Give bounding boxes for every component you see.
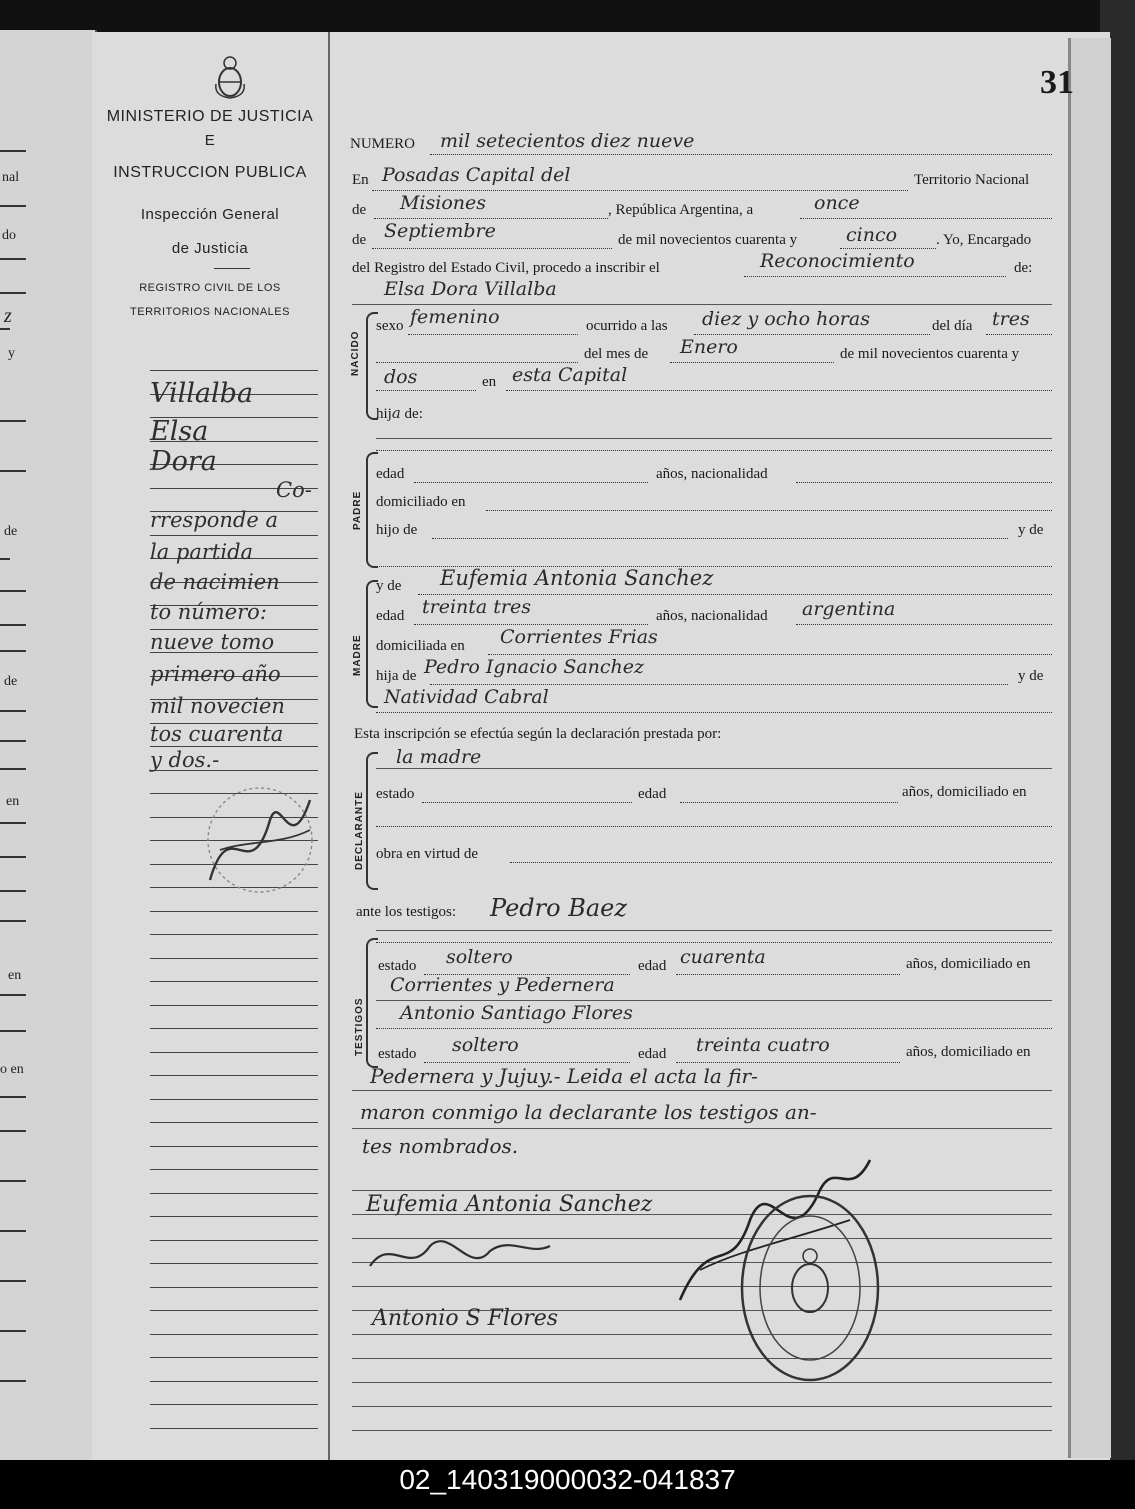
footer-bar [0,1460,1135,1509]
acto-value: Reconocimiento [760,250,915,272]
testigo1-estado-label: estado [378,958,417,974]
signature-ruled-line [352,1334,1052,1335]
margin-ruled-line [150,1052,318,1053]
ministry-name: MINISTERIO DE JUSTICIA [106,108,314,125]
anio-nac-label: de mil novecientos cuarenta y [840,346,1020,362]
padre-domicilio-label: domiciliado en [376,494,466,510]
margin-note-line: y dos.- [150,748,220,772]
padre-section-label: PADRE [352,490,363,530]
ministry-conjunction: E [204,132,216,149]
testigo2-edad-value: treinta cuatro [696,1034,830,1056]
footer-code: 02_140319000032-041837 [399,1464,736,1495]
inspection-name: Inspección General [140,206,280,223]
margin-ruled-line [150,1428,318,1429]
margin-ruled-line [150,1099,318,1100]
padre-hijo-label: hijo de [376,522,418,538]
left-fragment: en [6,794,20,809]
lugar-value: esta Capital [512,364,628,386]
margin-ruled-line [150,1122,318,1123]
madre-section-label: MADRE [352,634,363,676]
margin-ruled-line [150,1146,318,1147]
madre-edad-label: edad [376,608,405,624]
mes-label: del mes de [584,346,649,362]
margin-note-line: tos cuarenta [150,722,284,746]
official-seal-icon [735,1188,885,1388]
en-value: Posadas Capital del [382,164,571,186]
anio-label: de mil novecientos cuarenta y [618,232,798,248]
declarante-anios-label: años, domiciliado en [902,784,1027,800]
testigo2-domicilio: Pedernera y Jujuy.- Leida el acta la fir- [370,1064,758,1088]
dia-label: del día [932,318,973,334]
de3-label: de: [1014,260,1033,276]
republica-label: , República Argentina, a [608,202,754,218]
declarante-nombre-value: la madre [396,746,482,768]
territorio-label: Territorio Nacional [914,172,1030,188]
margin-note-line: Villalba [150,378,254,409]
testigo1-edad-value: cuarenta [680,946,766,968]
testigos-section-label: TESTIGOS [354,997,365,1056]
ocurrido-label: ocurrido a las [586,318,668,334]
margin-ruled-line [150,1075,318,1076]
left-page-sliver [0,30,97,1460]
signature-ruled-line [352,1430,1052,1431]
margin-note-line: nueve tomo [150,630,275,654]
testigo1-domicilio: Corrientes y Pedernera [390,974,615,996]
margin-ruled-line [150,1169,318,1170]
margin-ruled-line [150,1216,318,1217]
margin-signature [190,770,330,910]
signature-witness: Antonio S Flores [372,1306,559,1331]
left-fragment: de [4,524,18,539]
margin-ruled-line [150,1005,318,1006]
madre-madre-value: Natividad Cabral [384,686,549,708]
declaracion-label: Esta inscripción se efectúa según la declaración prestada por: [354,726,722,742]
declarante-estado-label: estado [376,786,415,802]
madre-domicilio-label: domiciliada en [376,638,465,654]
margin-note-line: rresponde a [150,508,278,532]
signature-ruled-line [352,1382,1052,1383]
page-number: 31 [1040,64,1074,101]
anio-value: cinco [846,224,898,246]
testigo2-estado-value: soltero [452,1034,519,1056]
testigo1-anios-label: años, domiciliado en [906,956,1031,972]
mes-nac-value: Enero [680,336,738,358]
margin-ruled-line [150,1193,318,1194]
madre-y-de-label: y de [376,578,402,594]
dia-value: once [814,192,860,214]
margin-ruled-line [150,1240,318,1241]
margin-ruled-line [150,911,318,912]
madre-edad-value: treinta tres [422,596,531,618]
left-fragment: z [4,305,12,327]
closing-line-1: maron conmigo la declarante los testigos an- [360,1100,817,1124]
padre-anios-label: años, nacionalidad [656,466,768,482]
ministry-name-2: INSTRUCCION PUBLICA [113,164,307,181]
testigos-intro: ante los testigos: [356,904,456,920]
declarante-obra-label: obra en virtud de [376,846,479,862]
margin-note-line: to número: [150,600,267,624]
margin-ruled-line [150,1334,318,1335]
sexo-value: femenino [410,306,500,328]
registry-name: REGISTRO CIVIL DE LOS [139,282,281,294]
nacido-section-label: NACIDO [350,330,361,376]
testigo2-estado-label: estado [378,1046,417,1062]
closing-line-2: tes nombrados. [362,1134,519,1158]
padre-y-de-label: y de [1018,522,1044,538]
declarante-edad-label: edad [638,786,667,802]
coat-of-arms-icon [212,54,248,100]
nombre-value: Elsa Dora Villalba [384,278,557,300]
margin-ruled-line [150,1310,318,1311]
margin-note-line: Dora [150,446,217,477]
margin-note-line: primero año [150,662,281,686]
madre-hija-label: hija de [376,668,417,684]
en-label: En [352,172,369,188]
margin-ruled-line [150,958,318,959]
page-edge [1068,38,1111,1458]
provincia-value: Misiones [400,192,487,214]
margin-ruled-line [150,1404,318,1405]
numero-label: NUMERO [350,136,416,152]
testigo1-nombre: Pedro Baez [490,894,627,922]
margin-note-line: la partida [150,540,254,564]
numero-value: mil setecientos diez nueve [440,130,695,152]
de2-label: de [352,232,367,248]
margin-ruled-line [150,1028,318,1029]
left-fragment: nal [2,170,20,185]
witness-signature-scribble [360,1226,560,1286]
madre-nombre-value: Eufemia Antonia Sanchez [440,566,714,590]
margin-note-line: Elsa [150,416,209,447]
yo-label: . Yo, Encargado [936,232,1032,248]
testigo2-anios-label: años, domiciliado en [906,1044,1031,1060]
madre-nacionalidad-value: argentina [802,598,896,620]
testigo1-edad-label: edad [638,958,667,974]
anio-nac-value: dos [384,366,418,388]
margin-ruled-line [150,1263,318,1264]
madre-anios-label: años, nacionalidad [656,608,768,624]
dia-nac-value: tres [992,308,1030,330]
en-nac-label: en [482,374,497,390]
hora-value: diez y ocho horas [702,308,870,330]
margin-ruled-line [150,934,318,935]
left-fragment: o en [0,1062,24,1077]
left-fragment: do [2,228,16,243]
left-fragment: en [8,968,22,983]
registro-label: del Registro del Estado Civil, procedo a inscribir el [352,260,660,276]
mes-value: Septiembre [384,220,496,242]
inspection-name-2: de Justicia [171,240,249,257]
signature-ruled-line [352,1406,1052,1407]
margin-ruled-line [150,1287,318,1288]
madre-padre-value: Pedro Ignacio Sanchez [424,656,645,678]
margin-note-line: de nacimien [150,570,280,594]
margin-note-line: Co- [276,478,312,502]
background-top [0,0,1135,34]
margin-ruled-line [150,1381,318,1382]
margin-note-line: mil novecien [150,694,285,718]
sexo-label: sexo [376,318,404,334]
hijo-label: hija de: [376,404,423,422]
margin-ruled-line [150,1357,318,1358]
margin-ruled-line [150,535,318,536]
margin-ruled-line [150,370,318,371]
madre-y-de2-label: y de [1018,668,1044,684]
testigo1-estado-value: soltero [446,946,513,968]
madre-domicilio-value: Corrientes Frias [500,626,658,648]
margin-ruled-line [150,981,318,982]
testigo2-edad-label: edad [638,1046,667,1062]
testigo2-nombre: Antonio Santiago Flores [400,1002,633,1024]
left-fragment: y [8,346,15,361]
declarante-section-label: DECLARANTE [354,791,365,870]
signature-ruled-line [352,1358,1052,1359]
registry-name-2: TERRITORIOS NACIONALES [130,306,290,318]
left-fragment: de [4,674,18,689]
de-label: de [352,202,367,218]
padre-edad-label: edad [376,466,405,482]
margin-ruled-line [150,746,318,747]
signature-mother: Eufemia Antonia Sanchez [366,1192,653,1217]
